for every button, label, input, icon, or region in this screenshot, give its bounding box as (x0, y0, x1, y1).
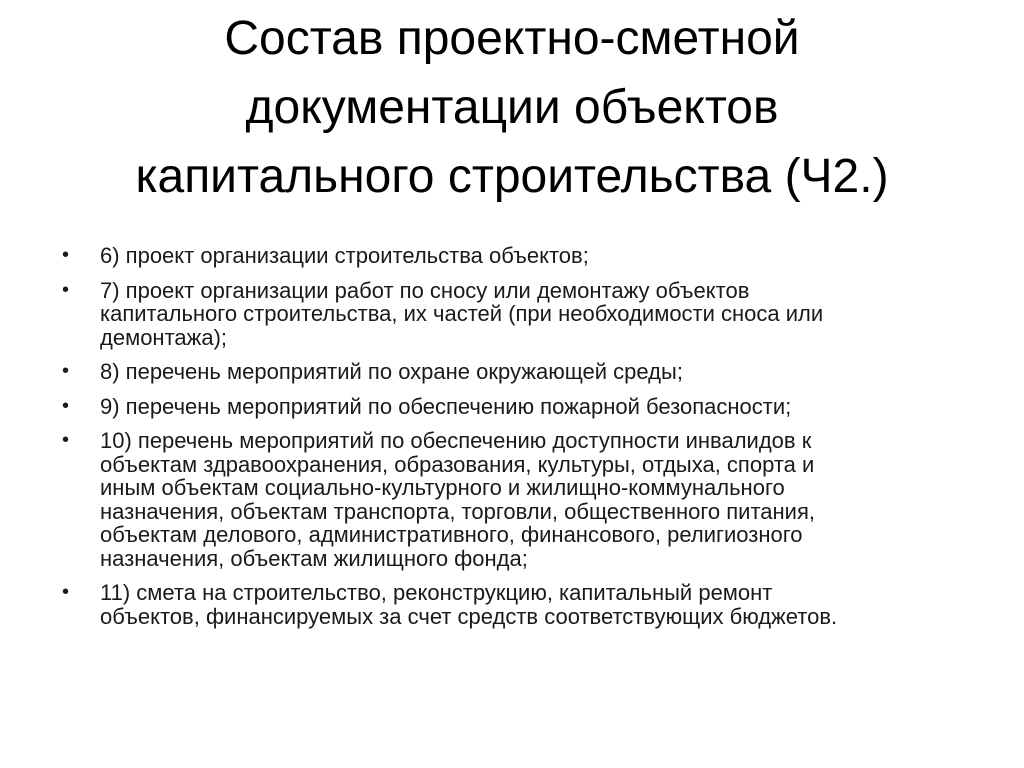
bullet-icon: • (62, 429, 70, 451)
bullet-text-line: 7) проект организации работ по сносу или демонтажу объектов (100, 277, 750, 303)
bullet-text-line: объектов, финансируемых за счет средств соответствующих бюджетов. (100, 603, 838, 629)
bullet-text-line: 10) перечень мероприятий по обеспечению доступности инвалидов к (100, 428, 812, 453)
bullet-icon: • (62, 278, 70, 301)
slide-title (40, 4, 984, 211)
bullet-item-11 (60, 581, 960, 628)
title-line-3: капитального строительства (Ч2.) (135, 150, 889, 203)
bullet-text-line: капитального строительства, их частей (при необходимости сноса или (100, 301, 824, 326)
bullet-text-line: назначения, объектам жилищного фонда; (100, 545, 528, 571)
title-line-1: Состав проектно-сметной (224, 12, 800, 65)
bullet-text-line: 9) перечень мероприятий по обеспечению пожарной безопасности; (100, 393, 792, 419)
bullet-icon: • (62, 394, 70, 417)
bullet-text-line: объектам здравоохранения, образования, культуры, отдыха, спорта и (100, 451, 815, 477)
bullet-text-line: иным объектам социально-культурного и жилищно-коммунального (100, 475, 785, 500)
bullet-text-line: 11) смета на строительство, реконструкцию, капитальный ремонт (100, 580, 773, 605)
bullet-item-8 (60, 360, 960, 384)
bullet-item-9 (60, 395, 960, 419)
bullet-item-10 (60, 429, 960, 570)
bullet-icon: • (62, 244, 70, 266)
bullet-text-line: объектам делового, административного, финансового, религиозного (100, 522, 803, 547)
bullet-item-6 (60, 244, 960, 268)
bullet-text-line: назначения, объектам транспорта, торговли, общественного питания, (100, 498, 815, 524)
bullet-list (60, 244, 960, 639)
bullet-text-line: 6) проект организации строительства объектов; (100, 243, 589, 268)
bullet-item-7 (60, 279, 960, 350)
bullet-text-line: демонтажа); (100, 324, 228, 350)
bullet-icon: • (62, 360, 70, 382)
bullet-icon: • (62, 581, 70, 603)
title-line-2: документации объектов (245, 81, 779, 134)
bullet-text-line: 8) перечень мероприятий по охране окружающей среды; (100, 359, 683, 384)
